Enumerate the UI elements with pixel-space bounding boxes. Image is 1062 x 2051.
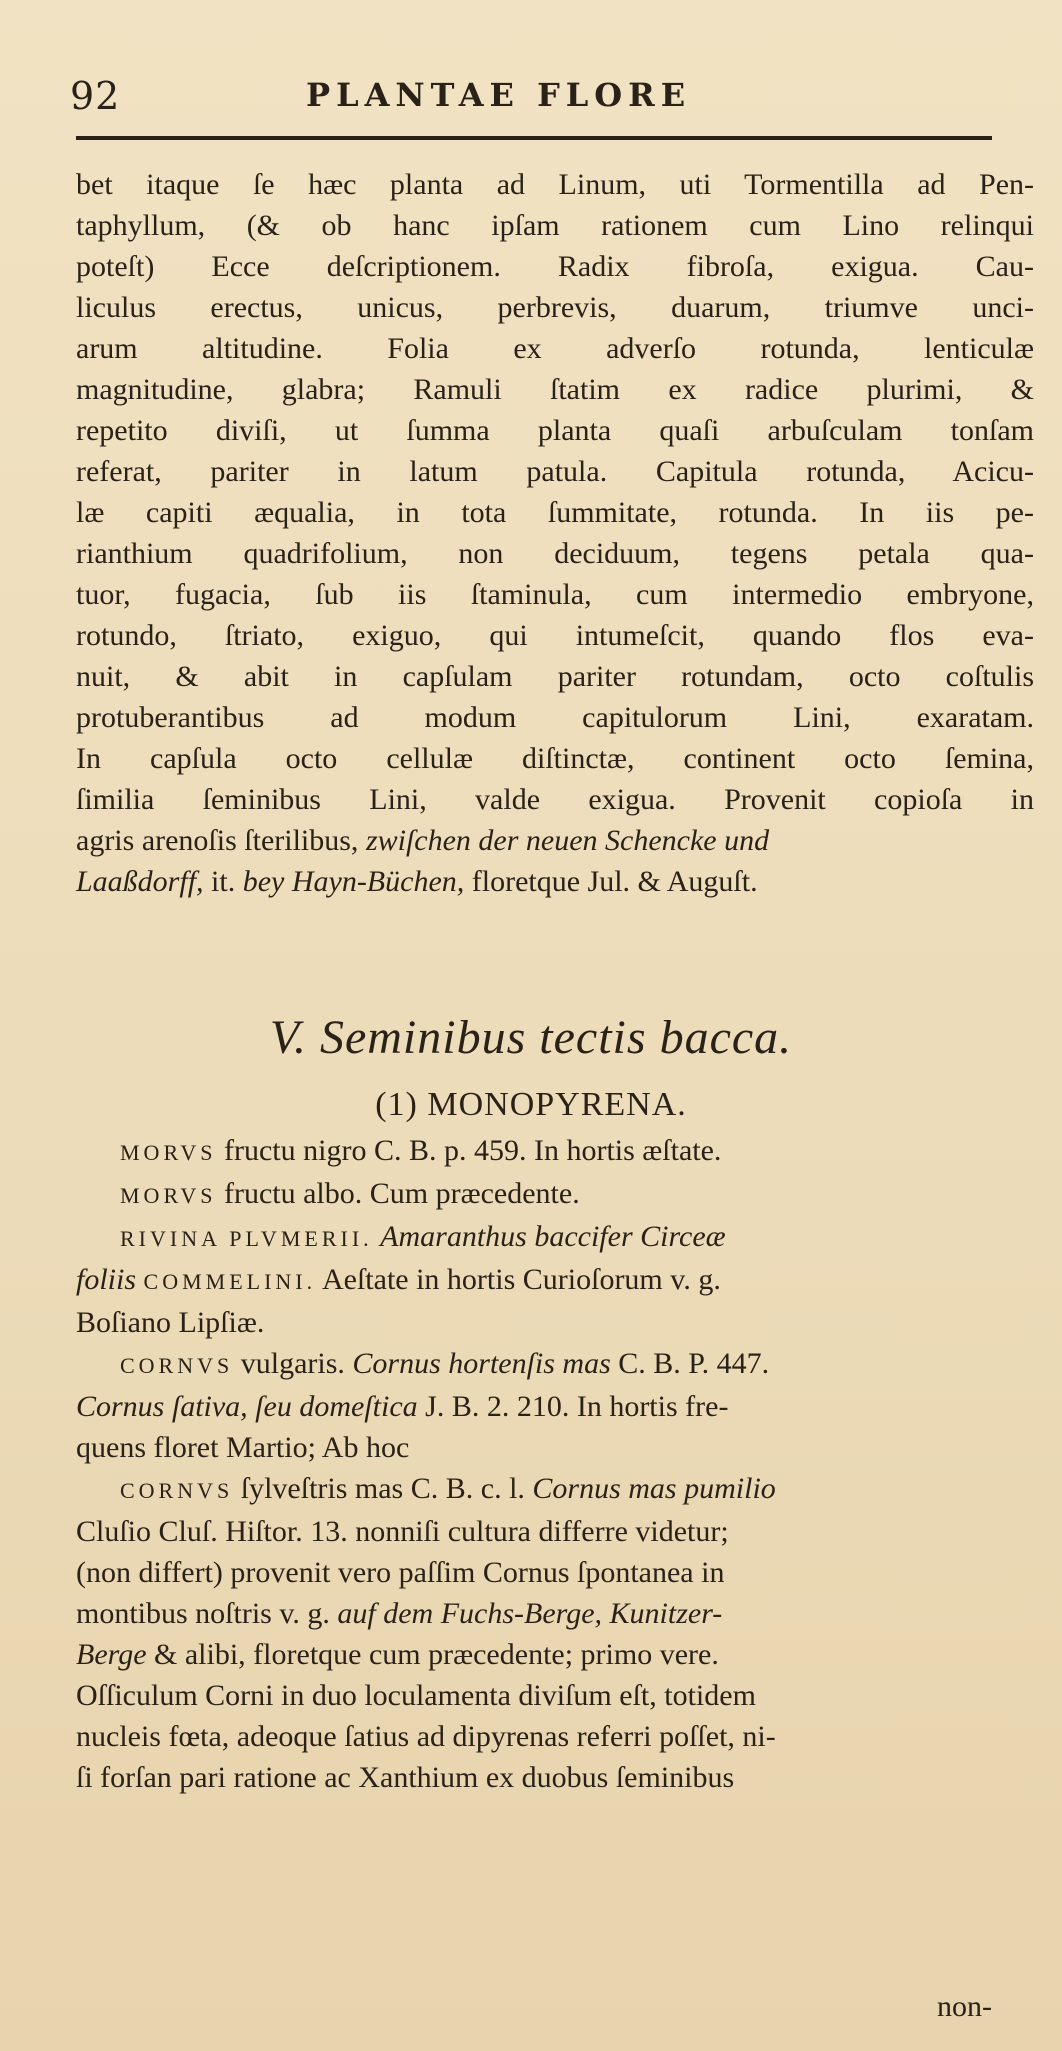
text-line: poteſt) Ecce deſcriptionem. Radix fibroſa, exigua. Cau- xyxy=(76,250,1034,283)
german-locality: auf dem Fuchs-Berge, Kunitzer- xyxy=(337,1597,723,1630)
german-locality: bey Hayn-Büchen, xyxy=(242,865,465,898)
text-line: læ capiti æqualia, in tota ſummitate, rotunda. In iis pe- xyxy=(76,496,1034,529)
entry-text: fructu albo. Cum præcedente. xyxy=(223,1177,580,1210)
text-line xyxy=(76,1634,1034,1675)
text-line: Boſiano Lipſiæ. xyxy=(76,1306,265,1339)
entry-text: J. B. 2. 210. In hortis fre- xyxy=(425,1390,729,1423)
author-name: COMMELINI. xyxy=(143,1269,317,1294)
text-line: Cluſio Cluſ. Hiſtor. 13. nonniſi cultura differre videtur; xyxy=(76,1515,729,1548)
text-line xyxy=(76,1259,1034,1302)
species-entry xyxy=(76,1130,1034,1173)
entry-text: fructu nigro C. B. p. 459. In hortis æſtate. xyxy=(223,1134,722,1167)
text-run: agris arenoſis ſterilibus, xyxy=(76,824,359,857)
text-line: taphyllum, (& ob hanc ipſam rationem cum Lino relinqui xyxy=(76,209,1034,242)
description-paragraph xyxy=(76,164,1034,902)
running-head xyxy=(66,74,1002,124)
german-locality: zwiſchen der neuen Schencke und xyxy=(365,824,770,857)
text-line: bet itaque ſe hæc planta ad Linum, uti Tormentilla ad Pen- xyxy=(76,168,1034,201)
species-entry xyxy=(76,1216,1034,1343)
synonym: Cornus ſativa, ſeu domeſtica xyxy=(76,1390,418,1423)
synonym: foliis xyxy=(76,1263,137,1296)
species-entry xyxy=(76,1468,1034,1798)
text-line: arum altitudine. Folia ex adverſo rotunda, lenticulæ xyxy=(76,332,1034,365)
section-heading: V. Seminibus tectis bacca. xyxy=(269,1011,793,1064)
synonym: Amaranthus baccifer Circeæ xyxy=(380,1220,726,1253)
text-line: liculus erectus, unicus, perbrevis, duarum, triumve unci- xyxy=(76,291,1034,324)
text-line xyxy=(76,861,1034,902)
german-locality: Berge xyxy=(76,1638,147,1671)
text-line: rianthium quadrifolium, non deciduum, tegens petala qua- xyxy=(76,537,1034,570)
catchword: non- xyxy=(937,1990,992,2023)
genus-name: CORNVS xyxy=(120,1353,234,1378)
text-line: Oſſiculum Corni in duo loculamenta diviſum eſt, totidem xyxy=(76,1679,756,1712)
text-run: floretque Jul. & Auguſt. xyxy=(471,865,758,898)
text-line: quens floret Martio; Ab hoc xyxy=(76,1431,410,1464)
text-line: tuor, fugacia, ſub iis ſtaminula, cum intermedio embryone, xyxy=(76,578,1034,611)
entry-text: vulgaris. xyxy=(240,1347,345,1380)
text-line: referat, pariter in latum patula. Capitula rotunda, Acicu- xyxy=(76,455,1034,488)
german-locality: Laaßdorff, xyxy=(76,865,204,898)
text-line: nuit, & abit in capſulam pariter rotundam, octo coſtulis xyxy=(76,660,1034,693)
species-entry xyxy=(76,1173,1034,1216)
entry-text: ſylveſtris mas C. B. c. l. xyxy=(240,1472,525,1505)
text-line xyxy=(76,1593,1034,1634)
page-number: 92 xyxy=(70,74,121,118)
text-line: In capſula octo cellulæ diſtinctæ, continent octo ſemina, xyxy=(76,742,1034,775)
synonym: Cornus hortenſis mas xyxy=(352,1347,611,1380)
entry-text: montibus noſtris v. g. xyxy=(76,1597,330,1630)
text-line: repetito diviſi, ut ſumma planta quaſi arbuſculam tonſam xyxy=(76,414,1034,447)
text-line xyxy=(76,820,1034,861)
species-entry xyxy=(76,1343,1034,1468)
header-rule xyxy=(76,136,992,140)
text-line: rotundo, ſtriato, exiguo, qui intumeſcit, quando flos eva- xyxy=(76,619,1034,652)
text-line xyxy=(76,1386,1034,1427)
text-line xyxy=(76,1216,1034,1259)
section-subheading: (1) MONOPYRENA. xyxy=(375,1086,687,1123)
genus-name: MORVS xyxy=(120,1183,217,1208)
text-line: ſimilia ſeminibus Lini, valde exigua. Provenit copioſa in xyxy=(76,783,1034,816)
genus-name: CORNVS xyxy=(120,1478,234,1503)
text-line: ſi forſan pari ratione ac Xanthium ex duobus ſeminibus xyxy=(76,1761,735,1794)
text-line: protuberantibus ad modum capitulorum Lini, exaratam. xyxy=(76,701,1034,734)
text-line: magnitudine, glabra; Ramuli ſtatim ex radice plurimi, & xyxy=(76,373,1034,406)
text-line xyxy=(76,1468,1034,1511)
running-title: PLANTAE FLORE xyxy=(306,76,692,114)
genus-name: MORVS xyxy=(120,1140,217,1165)
entry-text: C. B. P. 447. xyxy=(618,1347,770,1380)
synonym: Cornus mas pumilio xyxy=(532,1472,776,1505)
text-line xyxy=(76,1343,1034,1386)
entry-text: Aeſtate in hortis Curioſorum v. g. xyxy=(321,1263,721,1296)
species-entries xyxy=(76,1130,1034,1798)
genus-name: RIVINA PLVMERII. xyxy=(120,1226,373,1251)
entry-text: & alibi, floretque cum præcedente; primo vere. xyxy=(154,1638,719,1671)
text-run: it. xyxy=(211,865,236,898)
text-line: (non differt) provenit vero paſſim Cornus ſpontanea in xyxy=(76,1556,725,1589)
text-line: nucleis fœta, adeoque ſatius ad dipyrenas referri poſſet, ni- xyxy=(76,1720,776,1753)
